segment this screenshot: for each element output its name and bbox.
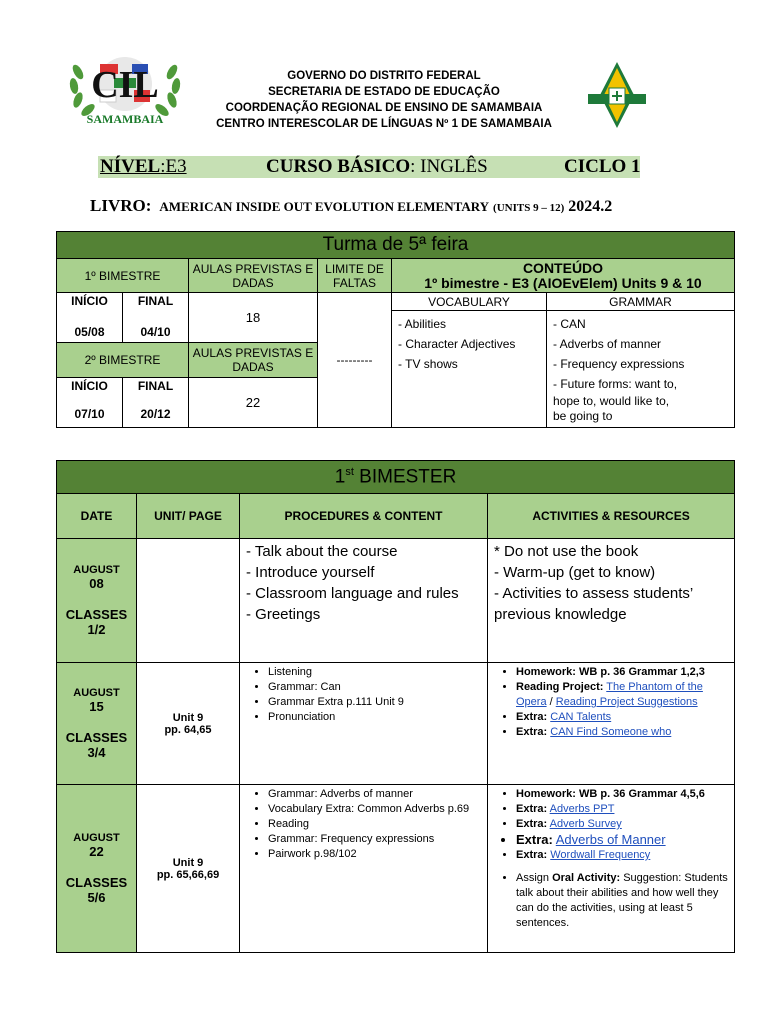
extra-label: Extra: (516, 818, 548, 830)
content-header (392, 259, 735, 293)
procedure-item: • Pairwork p.98/102 (268, 847, 481, 862)
bimester-title-num: 1 (334, 466, 346, 488)
activity-item (516, 832, 734, 848)
unit-cell (137, 539, 240, 663)
cycle-label: CICLO 1 (564, 156, 641, 177)
bim2-start-date: 07/10 (74, 406, 105, 421)
homework-text: : WB p. 36 Grammar 1,2,3 (572, 666, 705, 678)
extra-label: Extra: (516, 726, 548, 738)
col-activities: ACTIVITIES & RESOURCES (488, 494, 735, 539)
homework-text: : WB p. 36 Grammar 4,5,6 (572, 788, 705, 800)
activity-item (516, 665, 734, 680)
header-line-4: CENTRO INTERESCOLAR DE LÍNGUAS Nº 1 DE SAMAMBAIA (216, 118, 552, 130)
activity-item (516, 710, 734, 725)
class-day-title: Turma de 5ª feira (57, 232, 735, 259)
start-label: INÍCIO (71, 294, 108, 308)
grammar-item: - Frequency expressions (553, 357, 685, 371)
procedures-cell (240, 539, 488, 663)
assign-prefix: Assign (516, 872, 553, 884)
can-talents-link[interactable]: CAN Talents (550, 711, 612, 723)
unit-cell (137, 785, 240, 953)
bim2-start-cell (57, 377, 123, 427)
phantom-opera-link[interactable]: The Phantom of the Opera (516, 681, 703, 708)
adverbs-of-manner-link[interactable]: Adverbs of Manner (555, 832, 666, 847)
table-row (57, 663, 735, 785)
grammar-item: - CAN (553, 317, 586, 331)
vocabulary-list (392, 311, 547, 428)
content-label: CONTEÚDO (522, 259, 604, 276)
procedure-item: • Vocabulary Extra: Common Adverbs p.69 (268, 802, 481, 817)
extra-label: Extra: (516, 803, 548, 815)
procedure-item: • Grammar Extra p.111 Unit 9 (268, 695, 487, 710)
absence-limit-value: --------- (318, 293, 392, 428)
bim2-end-cell (123, 377, 189, 427)
col-date: DATE (57, 494, 137, 539)
classes-label: CLASSES (65, 730, 128, 745)
svg-text:CIL: CIL (91, 64, 159, 106)
book-year: 2024.2 (568, 198, 613, 215)
header-line-2: SECRETARIA DE ESTADO DE EDUCAÇÃO (268, 86, 500, 98)
grammar-item: - Adverbs of manner (553, 337, 662, 351)
vocab-item: - Character Adjectives (398, 337, 516, 351)
procedures-cell (240, 663, 488, 785)
activity-item (516, 680, 734, 710)
procedure-item: - Talk about the course (246, 543, 398, 560)
homework-label: Homework (516, 666, 573, 678)
unit-cell (137, 663, 240, 785)
procedure-item: - Greetings (246, 606, 321, 623)
procedure-item: • Grammar: Can (268, 680, 487, 695)
level-value: :E3 (160, 156, 187, 177)
procedure-item: - Introduce yourself (246, 564, 375, 581)
can-find-someone-link[interactable]: CAN Find Someone who (550, 726, 672, 738)
end-label: FINAL (137, 378, 174, 393)
date-day: 08 (89, 576, 104, 591)
bim2-classes-count: 22 (189, 377, 318, 427)
unit-label: Unit 9 (172, 711, 204, 724)
grammar-header: GRAMMAR (547, 293, 735, 311)
header-line-3: COORDENAÇÃO REGIONAL DE ENSINO DE SAMAMBAIA (225, 102, 543, 114)
reading-project-label: Reading Project: (516, 681, 604, 693)
bimester-title-sup: st (345, 465, 354, 478)
bim1-end-date: 04/10 (140, 325, 171, 339)
unit-label: Unit 9 (172, 856, 204, 869)
bimester-2-label: 2º BIMESTRE (57, 343, 189, 377)
planned-classes-header: AULAS PREVISTAS E DADAS (189, 259, 318, 293)
grammar-item: - Future forms: want to, (553, 377, 678, 391)
absence-limit-header: LIMITE DE FALTAS (318, 259, 392, 293)
procedures-cell (240, 785, 488, 953)
extra-label: Extra: (516, 849, 548, 861)
activities-cell (488, 539, 735, 663)
activities-cell (488, 663, 735, 785)
bim2-end-date: 20/12 (140, 406, 171, 421)
activity-item: - Warm-up (get to know) (494, 564, 656, 581)
adverbs-ppt-link[interactable]: Adverbs PPT (549, 803, 615, 815)
procedure-item: - Classroom language and rules (246, 585, 459, 602)
link-separator: / (546, 696, 556, 708)
level-label: NÍVEL (100, 156, 161, 177)
homework-label: Homework (516, 788, 573, 800)
date-day: 22 (89, 844, 104, 859)
extra-label: Extra: (516, 711, 548, 723)
book-title: AMERICAN INSIDE OUT EVOLUTION ELEMENTARY (159, 199, 490, 214)
header-line-1: GOVERNO DO DISTRITO FEDERAL (287, 70, 481, 82)
procedure-item: • Reading (268, 817, 481, 832)
procedure-item: • Pronunciation (268, 710, 487, 725)
brasilia-emblem (582, 60, 652, 130)
course-value: : INGLÊS (410, 156, 488, 177)
col-unit-page: UNIT/ PAGE (137, 494, 240, 539)
procedure-item: • Grammar: Adverbs of manner (268, 787, 481, 802)
date-month: AUGUST (73, 564, 120, 576)
grammar-list (547, 311, 735, 428)
cil-logo (64, 50, 186, 130)
bim1-start-cell (57, 293, 123, 343)
extra-label: Extra: (516, 832, 553, 847)
date-cell (57, 785, 137, 953)
level-field (100, 156, 187, 178)
end-label: FINAL (137, 294, 174, 308)
oral-activity-text: Suggestion: Students talk about their abilities and how well they can do the activities, using at least 5 sentences. (516, 872, 728, 929)
grammar-item: be going to (553, 409, 613, 423)
oral-activity-label: Oral Activity: (552, 872, 621, 884)
class-schedule-table (56, 231, 735, 428)
bimester-plan-table (56, 460, 735, 953)
activity-item (516, 725, 734, 740)
activity-item (516, 787, 734, 802)
institution-header (180, 68, 588, 132)
activity-item (516, 871, 734, 931)
book-line (90, 196, 612, 216)
planned-classes-header-2: AULAS PREVISTAS E DADAS (189, 343, 318, 377)
grammar-item: hope to, would like to, (553, 394, 670, 408)
reading-suggestions-link[interactable]: Reading Project Suggestions (555, 696, 698, 708)
logo-caption: SAMAMBAIA (86, 112, 164, 126)
date-day: 15 (89, 699, 104, 714)
book-units: (UNITS 9 – 12) (493, 202, 565, 214)
course-label: CURSO BÁSICO (266, 156, 411, 177)
vocab-item: - TV shows (398, 357, 458, 371)
classes-label: CLASSES (65, 875, 128, 890)
date-month: AUGUST (73, 687, 120, 699)
activities-cell (488, 785, 735, 953)
activity-item (516, 848, 734, 863)
level-bar (98, 156, 640, 178)
activity-item: - Activities to assess students’ previous knowledge (494, 585, 693, 623)
vocabulary-header: VOCABULARY (392, 293, 547, 311)
procedure-item: • Listening (268, 665, 487, 680)
bimester-title (57, 461, 735, 494)
bim1-end-cell (123, 293, 189, 343)
date-cell (57, 539, 137, 663)
bimester-title-rest: BIMESTER (353, 466, 457, 488)
activity-item (516, 802, 734, 817)
procedure-item: • Grammar: Frequency expressions (268, 832, 481, 847)
classes-value: 1/2 (87, 622, 106, 637)
adverb-survey-link[interactable]: Adverb Survey (549, 818, 622, 830)
content-subtitle: 1º bimestre - E3 (AIOEvElem) Units 9 & 10 (424, 274, 702, 291)
bimester-1-label: 1º BIMESTRE (57, 259, 189, 293)
table-row (57, 785, 735, 953)
table-row (57, 539, 735, 663)
unit-pages: pp. 64,65 (164, 723, 212, 736)
classes-value: 5/6 (87, 890, 106, 905)
date-month: AUGUST (73, 832, 120, 844)
bim1-start-date: 05/08 (74, 325, 105, 339)
bim1-classes-count: 18 (189, 293, 318, 343)
classes-label: CLASSES (65, 607, 128, 622)
book-label: LIVRO: (90, 196, 152, 215)
col-procedures: PROCEDURES & CONTENT (240, 494, 488, 539)
classes-value: 3/4 (87, 745, 106, 760)
start-label: INÍCIO (71, 378, 108, 393)
date-cell (57, 663, 137, 785)
activity-item: * Do not use the book (494, 543, 639, 560)
activity-item (516, 817, 734, 832)
wordwall-frequency-link[interactable]: Wordwall Frequency (550, 849, 651, 861)
unit-pages: pp. 65,66,69 (156, 868, 220, 881)
vocab-item: - Abilities (398, 317, 447, 331)
course-field (266, 156, 488, 178)
